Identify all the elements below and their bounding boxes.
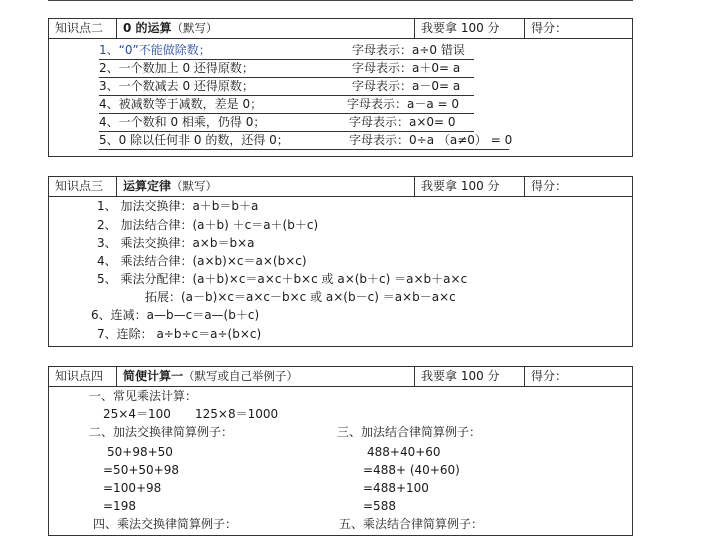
rule-formula: 字母表示：a×0= 0 (349, 115, 456, 129)
law-line: 2、 加法结合律：(a＋b) ＋c＝a＋(b＋c) (97, 218, 319, 232)
rule-formula: 字母表示：a－a = 0 (347, 97, 460, 111)
example-line: =100+98 (103, 481, 162, 495)
example-line: =198 (103, 499, 136, 513)
law-line: 6、连减：a—b—c＝a—(b＋c) (91, 308, 260, 322)
law-line: 3、 乘法交换律：a×b＝b×a (97, 236, 255, 250)
section-label: 知识点三 (55, 179, 104, 193)
rule-text: 1、“0”不能做除数； (99, 41, 474, 60)
example-line: 50+98+50 (107, 445, 173, 459)
score-field: 得分： (524, 19, 632, 38)
section-operation-laws (48, 176, 633, 347)
section-title (116, 177, 414, 196)
rule-text: 4、一个数和 0 相乘，仍得 0； (99, 113, 474, 132)
example-heading: 三、加法结合律简算例子： (337, 425, 482, 439)
rule-text: 5、0 除以任何非 0 的数，还得 0； (99, 131, 509, 150)
goal-text: 我要拿 100 分 (414, 367, 524, 386)
section-simplified-calc (48, 366, 633, 536)
rule-formula: 字母表示：a＋0= a (352, 61, 461, 75)
example-heading: 四、乘法交换律简算例子： (93, 517, 238, 531)
rule-text: 2、一个数加上 0 还得原数； (99, 59, 474, 78)
example-heading: 一、常见乘法计算： (89, 389, 198, 403)
section-label: 知识点二 (55, 21, 104, 35)
rule-text: 4、被减数等于减数，差是 0； (99, 95, 474, 114)
title-note: （默写） (171, 21, 218, 35)
example-line: =488+ (40+60) (363, 463, 460, 477)
law-line: 7、连除： a÷b÷c＝a÷(b×c) (97, 327, 262, 341)
example-line: =50+50+98 (103, 463, 179, 477)
law-line: 拓展：(a－b)×c＝a×c－b×c 或 a×(b－c) ＝a×b－a×c (145, 290, 456, 304)
example-heading: 五、乘法结合律简算例子： (339, 517, 484, 531)
law-line: 4、 乘法结合律：(a×b)×c＝a×(b×c) (97, 254, 307, 268)
section-header (49, 367, 632, 387)
section-header (49, 177, 632, 197)
example-line: 488+40+60 (367, 445, 441, 459)
rule-formula: 字母表示：a－0= a (352, 79, 461, 93)
rule-formula: 字母表示：a÷0 错误 (352, 43, 465, 57)
example-line: =588 (363, 499, 396, 513)
rule-formula: 字母表示：0÷a （a≠0） = 0 (349, 133, 513, 147)
title-note: （默写） (171, 179, 218, 193)
example-heading: 二、加法交换律简算例子： (89, 425, 234, 439)
section-label: 知识点四 (55, 369, 104, 383)
score-field: 得分： (524, 177, 632, 196)
example-line: =488+100 (363, 481, 429, 495)
rule-text: 3、一个数减去 0 还得原数； (99, 77, 474, 96)
section-title (116, 19, 414, 38)
example-line: 125×8＝1000 (195, 407, 279, 421)
title-text: 简便计算一 (123, 369, 184, 383)
law-line: 1、 加法交换律：a＋b＝b＋a (97, 199, 259, 213)
goal-text: 我要拿 100 分 (414, 19, 524, 38)
section-title (116, 367, 414, 386)
title-note: （默写或自己举例子） (183, 369, 299, 383)
example-line: 25×4＝100 (103, 407, 171, 421)
title-text: 运算定律 (123, 179, 172, 193)
section-zero-operations (48, 18, 633, 157)
score-field: 得分： (524, 367, 632, 386)
law-line: 5、 乘法分配律：(a＋b)×c＝a×c＋b×c 或 a×(b＋c) ＝a×b＋a×c (97, 272, 468, 286)
goal-text: 我要拿 100 分 (414, 177, 524, 196)
section-header (49, 19, 632, 39)
top-border-line (48, 0, 633, 1)
title-text: 0 的运算 (123, 21, 172, 35)
